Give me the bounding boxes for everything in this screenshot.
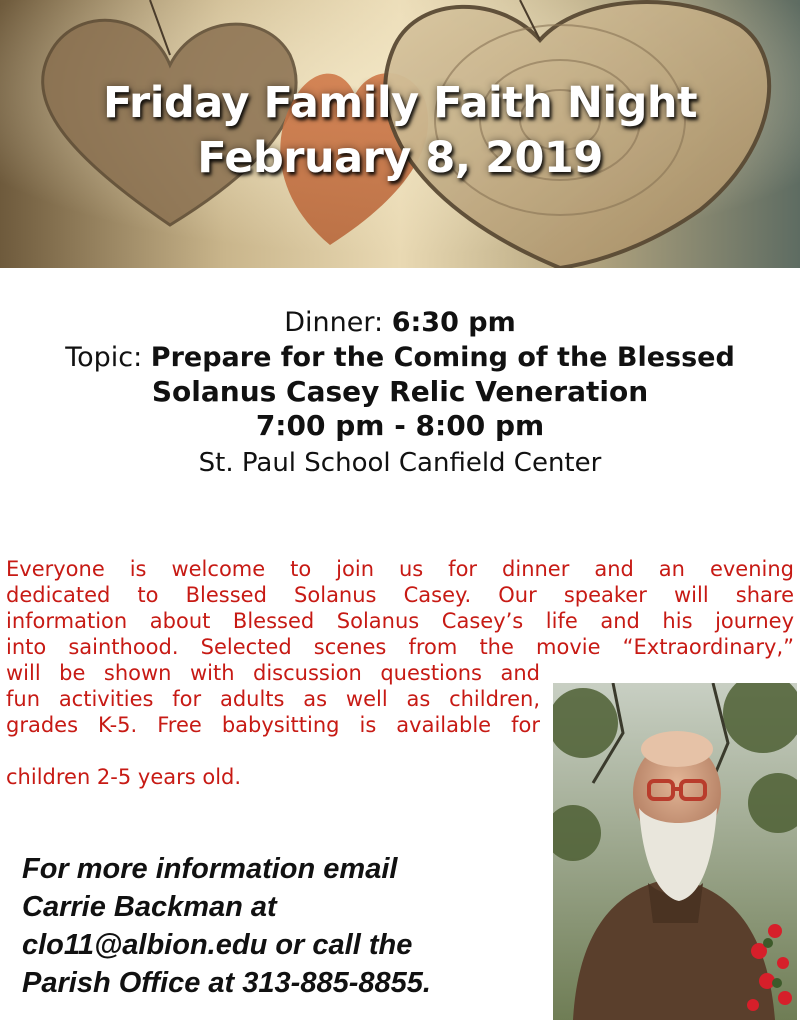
solanus-casey-photo	[553, 683, 797, 1020]
event-description-continued	[6, 660, 540, 738]
contact-line: For more information email	[22, 853, 398, 885]
dinner-label: Dinner:	[284, 307, 384, 338]
event-description-end	[6, 764, 540, 790]
dinner-time: 6:30 pm	[391, 307, 516, 338]
description-line: information about Blessed Solanus Casey’s life and his journey	[6, 609, 794, 633]
topic-line	[0, 340, 800, 375]
topic-time: 7:00 pm - 8:00 pm	[255, 409, 545, 442]
description-line: into sainthood. Selected scenes from the movie “Extraordinary,”	[6, 635, 794, 659]
dinner-line	[0, 305, 800, 340]
description-line: dedicated to Blessed Solanus Casey. Our speaker will share	[6, 583, 794, 607]
event-location: St. Paul School Canfield Center	[198, 448, 602, 478]
contact-email-line: clo11@albion.edu or call the	[22, 929, 413, 961]
contact-info	[22, 850, 542, 1002]
event-title: Friday Family Faith Night	[102, 78, 698, 128]
header-banner	[0, 0, 800, 268]
description-line: fun activities for adults as well as children,	[6, 687, 540, 711]
description-line: Everyone is welcome to join us for dinner and an evening	[6, 557, 794, 581]
event-date: February 8, 2019	[197, 133, 603, 183]
topic-title-line1: Prepare for the Coming of the Blessed	[150, 342, 735, 373]
description-line: will be shown with discussion questions and	[6, 661, 540, 685]
contact-phone-line: Parish Office at 313-885-8855.	[22, 967, 431, 999]
event-description	[6, 556, 794, 660]
contact-line: Carrie Backman at	[22, 891, 277, 923]
event-details	[0, 305, 800, 483]
description-line: grades K-5. Free babysitting is available for	[6, 713, 540, 737]
topic-title-line2: Solanus Casey Relic Veneration	[151, 375, 649, 408]
description-line: children 2-5 years old.	[6, 765, 242, 789]
topic-label: Topic:	[65, 342, 143, 373]
